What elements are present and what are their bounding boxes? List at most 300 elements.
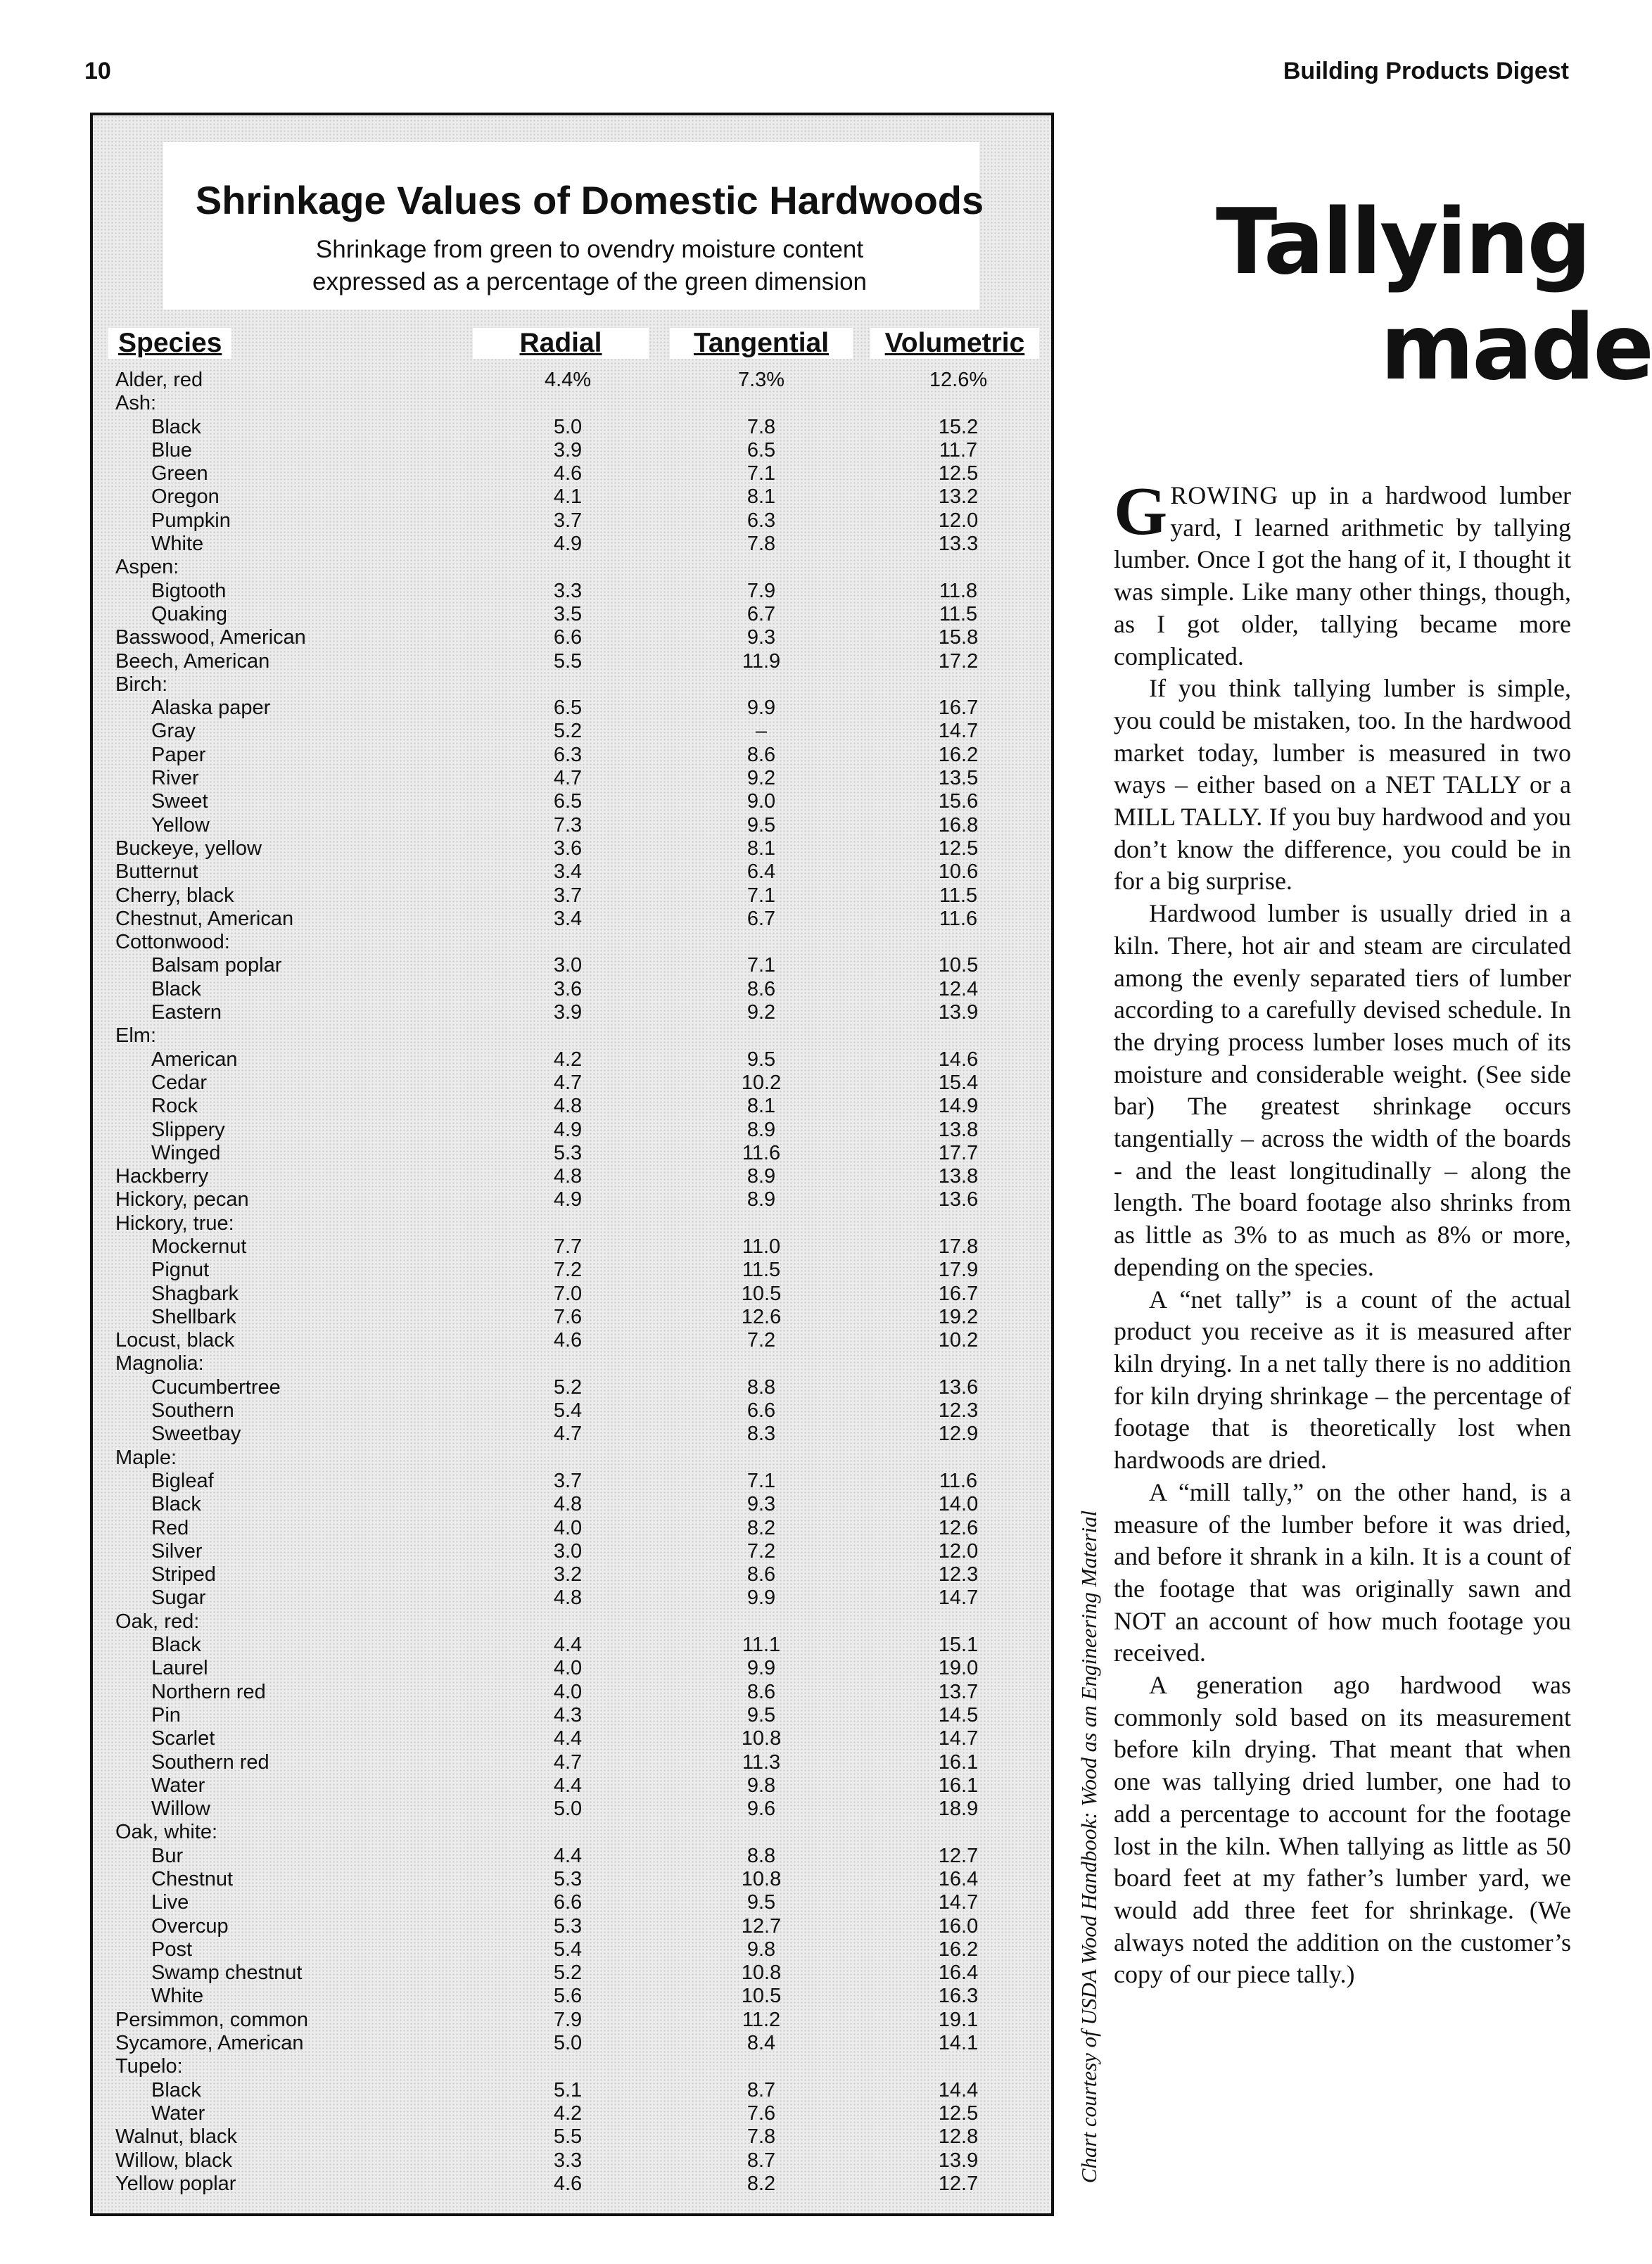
volumetric-cell: 17.9	[938, 1259, 979, 1282]
species-cell: Cedar	[151, 1071, 207, 1094]
volumetric-cell: 11.5	[939, 884, 978, 907]
radial-cell: 6.5	[553, 790, 583, 813]
species-cell: Basswood, American	[115, 626, 306, 649]
tangential-cell: 11.6	[742, 1141, 781, 1164]
radial-cell: 3.3	[553, 2149, 583, 2172]
species-cell: Buckeye, yellow	[115, 837, 262, 860]
tangential-cell: 6.7	[746, 602, 776, 625]
species-cell: Live	[151, 1891, 189, 1914]
column-header-radial: Radial	[473, 328, 649, 359]
species-cell: Hickory, pecan	[115, 1188, 249, 1212]
species-cell: Maple:	[115, 1446, 177, 1469]
table-row	[93, 1586, 1051, 1610]
volumetric-cell: 15.6	[938, 790, 979, 813]
volumetric-cell: 16.1	[938, 1750, 979, 1774]
volumetric-cell: 12.3	[938, 1399, 979, 1423]
volumetric-cell: 13.7	[938, 1680, 979, 1703]
table-row	[93, 1001, 1051, 1024]
species-cell: Paper	[151, 743, 206, 766]
species-cell: Red	[151, 1516, 189, 1539]
tangential-cell: 8.6	[746, 977, 776, 1000]
volumetric-cell: 13.9	[938, 2149, 979, 2172]
table-row	[93, 720, 1051, 743]
table-row	[93, 837, 1051, 860]
volumetric-cell: 16.4	[938, 1961, 979, 1985]
species-cell: Aspen:	[115, 556, 179, 579]
radial-cell: 5.4	[553, 1399, 583, 1423]
radial-cell: 5.2	[553, 1375, 583, 1399]
radial-cell: 3.7	[553, 1469, 583, 1492]
tangential-cell: 7.1	[746, 462, 776, 485]
tangential-cell: 7.2	[746, 1539, 776, 1563]
table-row	[93, 1399, 1051, 1423]
tangential-cell: 8.1	[746, 485, 776, 509]
tangential-cell: 9.5	[746, 1048, 776, 1071]
radial-cell: 4.6	[553, 2172, 583, 2195]
tangential-cell: 7.8	[746, 415, 776, 438]
radial-cell: 4.9	[553, 1188, 583, 1212]
table-row	[93, 369, 1051, 392]
article-paragraph-5: A “mill tally,” on the other hand, is a measure of the lumber before it was dried, and before it shrank in a kiln. It is a count of the footage that was originally sawn and NOT an account of how much footage you received.	[1114, 1477, 1571, 1667]
species-cell: Chestnut, American	[115, 907, 294, 930]
radial-cell: 5.0	[553, 2032, 583, 2055]
table-row	[93, 485, 1051, 509]
species-cell: Post	[151, 1938, 193, 1961]
table-row	[93, 2149, 1051, 2173]
table-row	[93, 1119, 1051, 1142]
radial-cell: 3.4	[553, 860, 583, 884]
article-headline	[1216, 190, 1652, 401]
column-header-tangential: Tangential	[670, 328, 853, 359]
table-row	[93, 1071, 1051, 1095]
table-row	[93, 814, 1051, 837]
table-row	[93, 1891, 1051, 1914]
table-row	[93, 767, 1051, 790]
tangential-cell: 8.3	[746, 1423, 776, 1446]
species-cell: Shellbark	[151, 1305, 236, 1328]
table-row	[93, 1821, 1051, 1844]
table-row	[93, 1352, 1051, 1375]
radial-cell: 5.1	[553, 2078, 583, 2101]
radial-cell: 3.9	[553, 438, 583, 462]
radial-cell: 3.3	[553, 579, 583, 602]
species-cell: Black	[151, 2078, 201, 2101]
table-row	[93, 1727, 1051, 1750]
tangential-cell: 9.9	[746, 1657, 776, 1680]
species-cell: Striped	[151, 1563, 216, 1586]
volumetric-cell: 12.0	[938, 509, 979, 532]
table-row	[93, 1259, 1051, 1282]
radial-cell: 3.7	[553, 509, 583, 532]
radial-cell: 7.9	[553, 2008, 583, 2031]
species-cell: Quaking	[151, 602, 228, 625]
shrinkage-table-box	[90, 113, 1054, 2216]
species-cell: Cherry, black	[115, 884, 234, 907]
table-row	[93, 533, 1051, 556]
tangential-cell: 11.2	[742, 2008, 781, 2031]
species-cell: Scarlet	[151, 1727, 215, 1750]
species-cell: Persimmon, common	[115, 2008, 308, 2031]
tangential-cell: 8.7	[746, 2078, 776, 2101]
volumetric-cell: 13.5	[938, 767, 979, 790]
tangential-cell: 8.2	[746, 1516, 776, 1539]
tangential-cell: 7.9	[746, 579, 776, 602]
tangential-cell: 8.6	[746, 1563, 776, 1586]
species-cell: Sycamore, American	[115, 2032, 304, 2055]
radial-cell: 4.0	[553, 1516, 583, 1539]
volumetric-cell: 13.3	[938, 533, 979, 556]
volumetric-cell: 14.7	[938, 720, 979, 743]
species-cell: Sugar	[151, 1586, 206, 1610]
radial-cell: 7.0	[553, 1282, 583, 1305]
tangential-cell: 8.9	[746, 1165, 776, 1188]
radial-cell: 4.7	[553, 1071, 583, 1094]
species-cell: Balsam poplar	[151, 954, 282, 977]
volumetric-cell: 11.6	[939, 1469, 978, 1492]
table-row	[93, 556, 1051, 579]
column-header-volumetric: Volumetric	[870, 328, 1039, 359]
chart-credit: Chart courtesy of USDA Wood Handbook: Wood as an Engineering Material	[1076, 1510, 1101, 2184]
species-cell: Northern red	[151, 1680, 266, 1703]
species-cell: Alaska paper	[151, 697, 271, 720]
species-cell: Butternut	[115, 860, 198, 884]
volumetric-cell: 12.6	[938, 1516, 979, 1539]
volumetric-cell: 12.8	[938, 2125, 979, 2149]
tangential-cell: 8.4	[746, 2032, 776, 2055]
volumetric-cell: 13.8	[938, 1165, 979, 1188]
radial-cell: 6.3	[553, 743, 583, 766]
tangential-cell: 6.4	[746, 860, 776, 884]
species-cell: Winged	[151, 1141, 221, 1164]
tangential-cell: 10.8	[741, 1868, 782, 1890]
radial-cell: 5.5	[553, 2125, 583, 2149]
tangential-cell: 9.6	[746, 1798, 776, 1821]
tangential-cell: 8.8	[746, 1844, 776, 1867]
table-row	[93, 1329, 1051, 1352]
table-title: Shrinkage Values of Domestic Hardwoods	[195, 178, 984, 222]
tangential-cell: 9.9	[746, 697, 776, 720]
volumetric-cell: 11.8	[939, 579, 978, 602]
species-cell: Hackberry	[115, 1165, 209, 1188]
table-row	[93, 1610, 1051, 1634]
table-row	[93, 1235, 1051, 1259]
radial-cell: 5.3	[553, 1141, 583, 1164]
table-row	[93, 1142, 1051, 1165]
volumetric-cell: 16.1	[938, 1774, 979, 1797]
volumetric-cell: 13.6	[938, 1188, 979, 1212]
table-row	[93, 1540, 1051, 1563]
volumetric-cell: 13.8	[938, 1118, 979, 1141]
volumetric-cell: 16.0	[938, 1914, 979, 1938]
species-cell: Oak, red:	[115, 1610, 200, 1633]
table-row	[93, 1868, 1051, 1891]
volumetric-cell: 13.9	[938, 1001, 979, 1024]
table-row	[93, 1423, 1051, 1446]
radial-cell: 5.3	[553, 1868, 583, 1890]
volumetric-cell: 19.2	[938, 1305, 979, 1328]
table-row	[93, 1774, 1051, 1798]
volumetric-cell: 14.0	[938, 1493, 979, 1516]
lead-in: ROWING	[1170, 481, 1279, 509]
species-cell: Walnut, black	[115, 2125, 237, 2149]
tangential-cell: 6.3	[746, 509, 776, 532]
radial-cell: 4.8	[553, 1586, 583, 1610]
volumetric-cell: 12.7	[938, 1844, 979, 1867]
tangential-cell: 7.6	[746, 2101, 776, 2125]
tangential-cell: 6.6	[746, 1399, 776, 1423]
table-body	[93, 369, 1051, 2196]
radial-cell: 5.0	[553, 415, 583, 438]
tangential-cell: 7.1	[746, 884, 776, 907]
volumetric-cell: 12.9	[938, 1423, 979, 1446]
species-cell: Sweet	[151, 790, 208, 813]
radial-cell: 7.2	[553, 1259, 583, 1282]
radial-cell: 4.4	[553, 1727, 583, 1750]
species-cell: Pin	[151, 1703, 181, 1726]
species-cell: Yellow	[151, 813, 210, 837]
page-number: 10	[84, 58, 111, 84]
table-row	[93, 1493, 1051, 1516]
table-row	[93, 1446, 1051, 1470]
tangential-cell: 8.6	[746, 1680, 776, 1703]
volumetric-cell: 18.9	[938, 1798, 979, 1821]
tangential-cell: 10.5	[741, 1985, 782, 2008]
table-subtitle-line-1: Shrinkage from green to ovendry moisture content	[315, 236, 864, 263]
volumetric-cell: 13.2	[938, 485, 979, 509]
species-cell: Sweetbay	[151, 1423, 241, 1446]
table-row	[93, 439, 1051, 462]
species-cell: Black	[151, 415, 201, 438]
volumetric-cell: 12.5	[938, 2101, 979, 2125]
volumetric-cell: 19.1	[938, 2008, 979, 2031]
table-row	[93, 908, 1051, 931]
species-cell: Eastern	[151, 1001, 222, 1024]
volumetric-cell: 12.6%	[929, 369, 988, 391]
volumetric-cell: 14.4	[938, 2078, 979, 2101]
species-cell: Hickory, true:	[115, 1212, 234, 1235]
table-row	[93, 1024, 1051, 1048]
volumetric-cell: 16.7	[938, 697, 979, 720]
article-paragraph-2: If you think tallying lumber is simple, you could be mistaken, too. In the hardwood market today, lumber is measured in two ways – either based on a NET TALLY or a MILL TALLY. If you buy hardwood and you don’t know the difference, you could be in for a big surprise.	[1114, 674, 1571, 896]
article-paragraph-1	[1114, 473, 1571, 673]
tangential-cell: 10.8	[741, 1961, 782, 1985]
radial-cell: 3.7	[553, 884, 583, 907]
article-paragraph-4: A “net tally” is a count of the actual product you receive as it is measured after kiln drying. In a net tally there is no addition for kiln drying shrinkage – the percentage of footage that is theoretically lost when hardwoods are dried.	[1114, 1285, 1571, 1475]
tangential-cell: 11.3	[742, 1750, 781, 1774]
species-cell: Shagbark	[151, 1282, 239, 1305]
table-row	[93, 744, 1051, 767]
volumetric-cell: 10.5	[938, 954, 979, 977]
tangential-cell: 8.1	[746, 1095, 776, 1118]
table-row	[93, 2102, 1051, 2125]
table-row	[93, 1188, 1051, 1212]
headline-line-2: made	[1380, 295, 1652, 400]
chart-credit-wrap	[1062, 1477, 1105, 2216]
tangential-cell: 9.3	[746, 626, 776, 649]
species-cell: Black	[151, 1634, 201, 1657]
volumetric-cell: 11.6	[939, 907, 978, 930]
species-cell: Cucumbertree	[151, 1375, 281, 1399]
table-row	[93, 1306, 1051, 1329]
species-cell: Birch:	[115, 673, 168, 696]
table-row	[93, 580, 1051, 603]
tangential-cell: 8.2	[746, 2172, 776, 2195]
radial-cell: 5.2	[553, 720, 583, 743]
radial-cell: 4.7	[553, 767, 583, 790]
table-row	[93, 1376, 1051, 1399]
species-cell: Willow, black	[115, 2149, 232, 2172]
tangential-cell: 11.0	[742, 1235, 781, 1258]
table-row	[93, 509, 1051, 533]
table-row	[93, 1517, 1051, 1540]
volumetric-cell: 17.8	[938, 1235, 979, 1258]
table-row	[93, 954, 1051, 977]
species-cell: Pumpkin	[151, 509, 231, 532]
table-row	[93, 1798, 1051, 1821]
table-row	[93, 697, 1051, 720]
radial-cell: 3.9	[553, 1001, 583, 1024]
radial-cell: 4.4%	[544, 369, 592, 391]
species-cell: Southern red	[151, 1750, 269, 1774]
radial-cell: 7.3	[553, 813, 583, 837]
volumetric-cell: 10.6	[938, 860, 979, 884]
radial-cell: 5.6	[553, 1985, 583, 2008]
volumetric-cell: 14.7	[938, 1727, 979, 1750]
volumetric-cell: 11.7	[939, 438, 978, 462]
radial-cell: 4.1	[553, 485, 583, 509]
table-row	[93, 2009, 1051, 2032]
radial-cell: 3.4	[553, 907, 583, 930]
tangential-cell: 9.5	[746, 813, 776, 837]
species-cell: Ash:	[115, 392, 157, 415]
radial-cell: 7.6	[553, 1305, 583, 1328]
volumetric-cell: 14.7	[938, 1891, 979, 1914]
tangential-cell: 8.8	[746, 1375, 776, 1399]
volumetric-cell: 12.3	[938, 1563, 979, 1586]
table-row	[93, 978, 1051, 1001]
species-cell: Blue	[151, 438, 193, 462]
volumetric-cell: 10.2	[938, 1329, 979, 1352]
tangential-cell: 9.2	[746, 767, 776, 790]
radial-cell: 6.6	[553, 626, 583, 649]
table-row	[93, 1751, 1051, 1774]
radial-cell: 4.8	[553, 1095, 583, 1118]
tangential-cell: 10.2	[741, 1071, 782, 1094]
table-row	[93, 1985, 1051, 2008]
volumetric-cell: 16.8	[938, 813, 979, 837]
tangential-cell: 9.8	[746, 1938, 776, 1961]
table-row	[93, 1704, 1051, 1727]
volumetric-cell: 15.1	[938, 1634, 979, 1657]
volumetric-cell: 15.2	[938, 415, 979, 438]
radial-cell: 7.7	[553, 1235, 583, 1258]
species-cell: Green	[151, 462, 208, 485]
volumetric-cell: 16.2	[938, 743, 979, 766]
table-row	[93, 1283, 1051, 1306]
radial-cell: 4.8	[553, 1165, 583, 1188]
volumetric-cell: 11.5	[939, 602, 978, 625]
tangential-cell: 8.9	[746, 1188, 776, 1212]
table-row	[93, 416, 1051, 439]
radial-cell: 4.0	[553, 1680, 583, 1703]
tangential-cell: 9.9	[746, 1586, 776, 1610]
radial-cell: 6.6	[553, 1891, 583, 1914]
radial-cell: 4.8	[553, 1493, 583, 1516]
radial-cell: 4.9	[553, 1118, 583, 1141]
radial-cell: 3.0	[553, 954, 583, 977]
tangential-cell: 12.6	[741, 1305, 782, 1328]
volumetric-cell: 16.3	[938, 1985, 979, 2008]
species-cell: White	[151, 533, 204, 556]
volumetric-cell: 12.5	[938, 837, 979, 860]
species-cell: Black	[151, 977, 201, 1000]
tangential-cell: 7.1	[746, 954, 776, 977]
volumetric-cell: 15.8	[938, 626, 979, 649]
radial-cell: 4.7	[553, 1423, 583, 1446]
species-cell: Alder, red	[115, 369, 203, 391]
table-row	[93, 2055, 1051, 2078]
table-row	[93, 1938, 1051, 1961]
volumetric-cell: 12.7	[938, 2172, 979, 2195]
table-row	[93, 1657, 1051, 1680]
tangential-cell: 12.7	[741, 1914, 782, 1938]
species-cell: Chestnut	[151, 1868, 234, 1890]
table-row	[93, 860, 1051, 884]
table-row	[93, 2032, 1051, 2055]
column-header-species: Species	[108, 328, 231, 359]
species-cell: Willow	[151, 1798, 210, 1821]
table-row	[93, 462, 1051, 485]
volumetric-cell: 19.0	[938, 1657, 979, 1680]
table-row	[93, 1961, 1051, 1985]
table-subtitle	[163, 234, 1016, 298]
species-cell: Rock	[151, 1095, 198, 1118]
tangential-cell: 7.3%	[737, 369, 785, 391]
table-title-panel	[163, 142, 984, 310]
table-row	[93, 1212, 1051, 1235]
headline-line-1: Tallying	[1216, 190, 1589, 295]
tangential-cell: 6.7	[746, 907, 776, 930]
species-cell: Black	[151, 1493, 201, 1516]
volumetric-cell: 14.6	[938, 1048, 979, 1071]
table-row	[93, 673, 1051, 697]
volumetric-cell: 13.6	[938, 1375, 979, 1399]
table-row	[93, 1048, 1051, 1071]
species-cell: Overcup	[151, 1914, 229, 1938]
radial-cell: 4.9	[553, 533, 583, 556]
species-cell: Cottonwood:	[115, 931, 230, 954]
species-cell: Laurel	[151, 1657, 208, 1680]
species-cell: Swamp chestnut	[151, 1961, 303, 1985]
volumetric-cell: 16.2	[938, 1938, 979, 1961]
species-cell: White	[151, 1985, 204, 2008]
table-row	[93, 1470, 1051, 1493]
tangential-cell: 10.5	[741, 1282, 782, 1305]
tangential-cell: 8.9	[746, 1118, 776, 1141]
species-cell: Water	[151, 1774, 205, 1797]
table-row	[93, 1681, 1051, 1704]
volumetric-cell: 14.1	[938, 2032, 979, 2055]
radial-cell: 4.2	[553, 1048, 583, 1071]
drop-cap: G	[1114, 473, 1168, 549]
radial-cell: 5.3	[553, 1914, 583, 1938]
species-cell: Beech, American	[115, 649, 270, 673]
radial-cell: 4.7	[553, 1750, 583, 1774]
radial-cell: 5.5	[553, 649, 583, 673]
species-cell: Locust, black	[115, 1329, 235, 1352]
species-cell: Yellow poplar	[115, 2172, 236, 2195]
species-cell: Tupelo:	[115, 2055, 183, 2078]
